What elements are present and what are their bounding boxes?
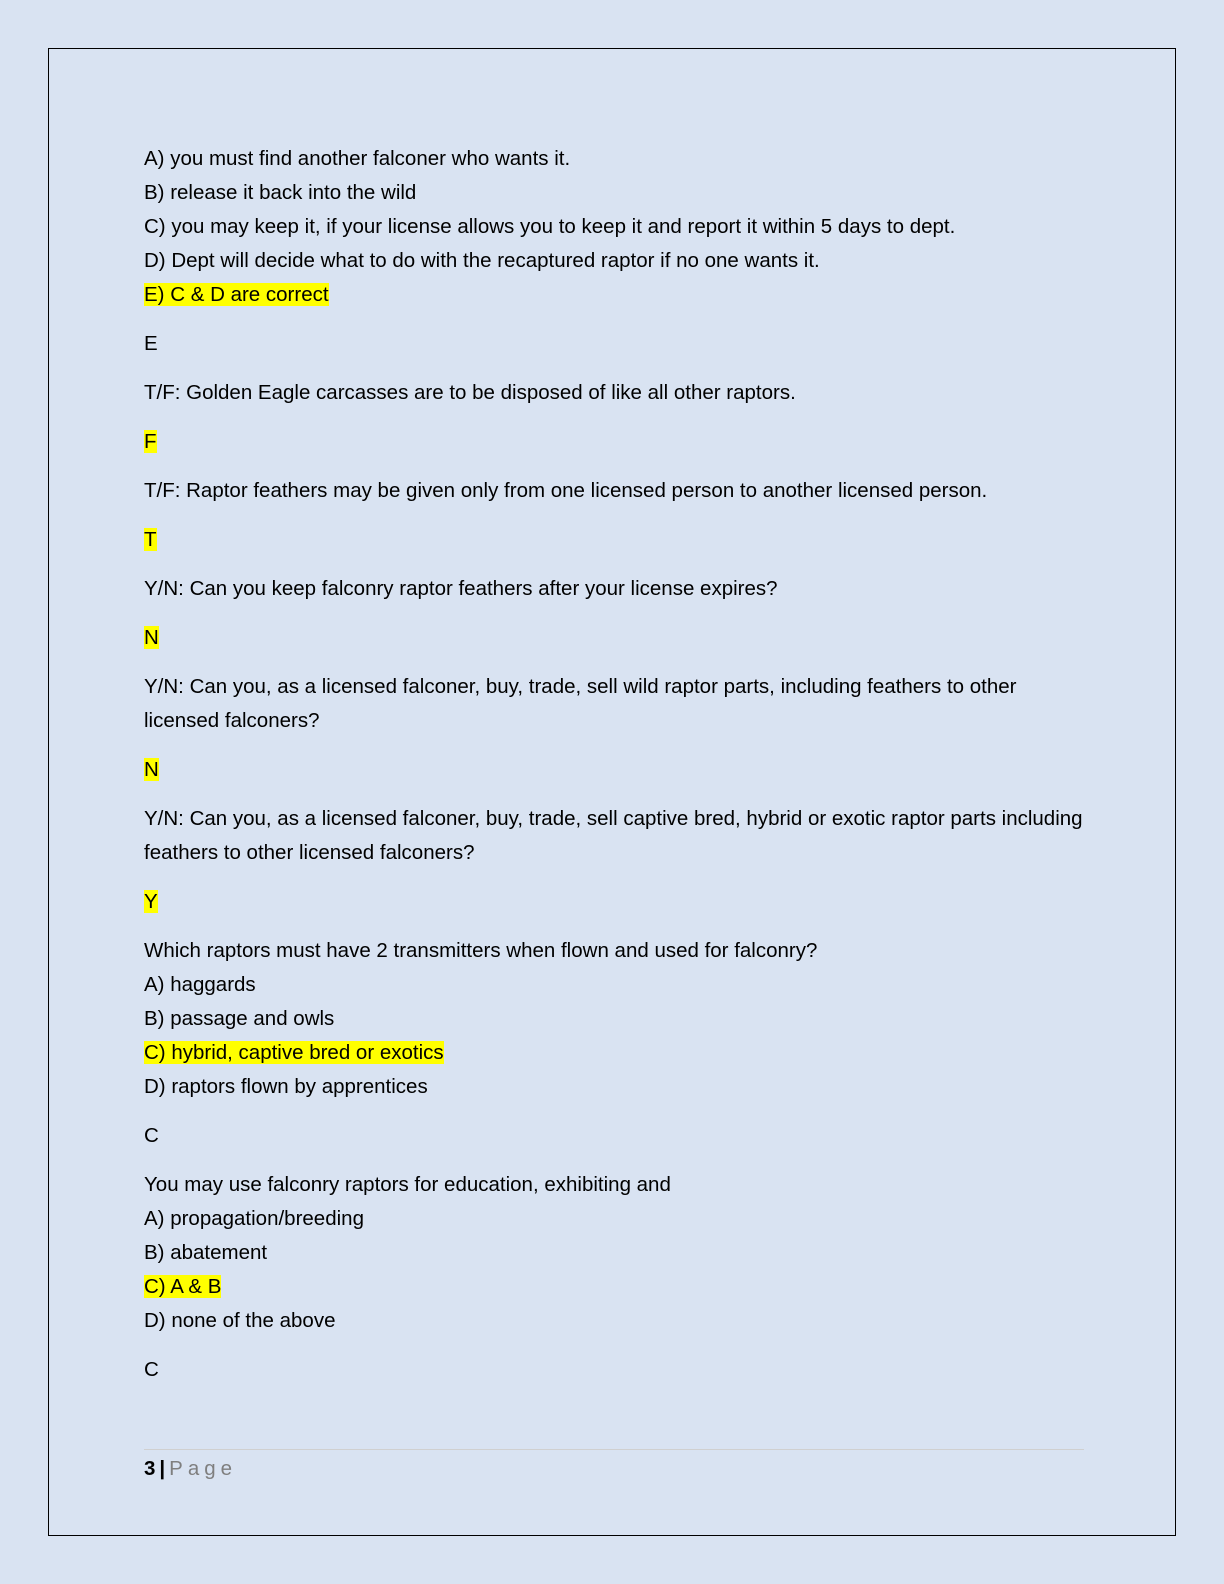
highlighted-answer: C) A & B <box>144 1275 222 1298</box>
answer-key-highlighted <box>144 523 1084 557</box>
highlighted-answer: E) C & D are correct <box>144 283 329 306</box>
page-footer <box>144 1456 237 1482</box>
page-number: 3 <box>144 1457 156 1480</box>
answer-option-highlighted <box>144 278 1084 312</box>
answer-key: C <box>144 1124 159 1147</box>
document-body <box>144 142 1084 1387</box>
answer-option: A) haggards <box>144 973 256 996</box>
answer-option: D) raptors flown by apprentices <box>144 1075 428 1098</box>
footer-divider <box>144 1449 1084 1450</box>
question: Which raptors must have 2 transmitters when flown and used for falconry? <box>144 939 818 962</box>
highlighted-answer: N <box>144 626 159 649</box>
question: You may use falconry raptors for education, exhibiting and <box>144 1173 671 1196</box>
question: Y/N: Can you keep falconry raptor feathers after your license expires? <box>144 577 778 600</box>
highlighted-answer: N <box>144 758 159 781</box>
answer-key-highlighted <box>144 753 1084 787</box>
answer-option: B) release it back into the wild <box>144 181 417 204</box>
answer-option-highlighted <box>144 1270 1084 1304</box>
highlighted-answer: T <box>144 528 157 551</box>
highlighted-answer: F <box>144 430 157 453</box>
answer-key-highlighted <box>144 621 1084 655</box>
question: Y/N: Can you, as a licensed falconer, buy, trade, sell captive bred, hybrid or exotic raptor parts including feathers to other licensed falconers? <box>144 807 1083 864</box>
answer-key: E <box>144 332 158 355</box>
question: T/F: Raptor feathers may be given only from one licensed person to another licensed person. <box>144 479 988 502</box>
page-label: Page <box>169 1457 238 1480</box>
answer-option: A) you must find another falconer who wants it. <box>144 147 571 170</box>
answer-option: A) propagation/breeding <box>144 1207 364 1230</box>
answer-option: B) passage and owls <box>144 1007 335 1030</box>
question: Y/N: Can you, as a licensed falconer, buy, trade, sell wild raptor parts, including feathers to other licensed falconers? <box>144 675 1017 732</box>
answer-key: C <box>144 1358 159 1381</box>
question: T/F: Golden Eagle carcasses are to be disposed of like all other raptors. <box>144 381 796 404</box>
highlighted-answer: Y <box>144 890 158 913</box>
answer-key-highlighted <box>144 885 1084 919</box>
highlighted-answer: C) hybrid, captive bred or exotics <box>144 1041 444 1064</box>
answer-key-highlighted <box>144 425 1084 459</box>
answer-option-highlighted <box>144 1036 1084 1070</box>
answer-option: C) you may keep it, if your license allows you to keep it and report it within 5 days to dept. <box>144 215 956 238</box>
answer-option: D) none of the above <box>144 1309 336 1332</box>
answer-option: D) Dept will decide what to do with the recaptured raptor if no one wants it. <box>144 249 820 272</box>
footer-separator: | <box>159 1457 166 1480</box>
answer-option: B) abatement <box>144 1241 268 1264</box>
